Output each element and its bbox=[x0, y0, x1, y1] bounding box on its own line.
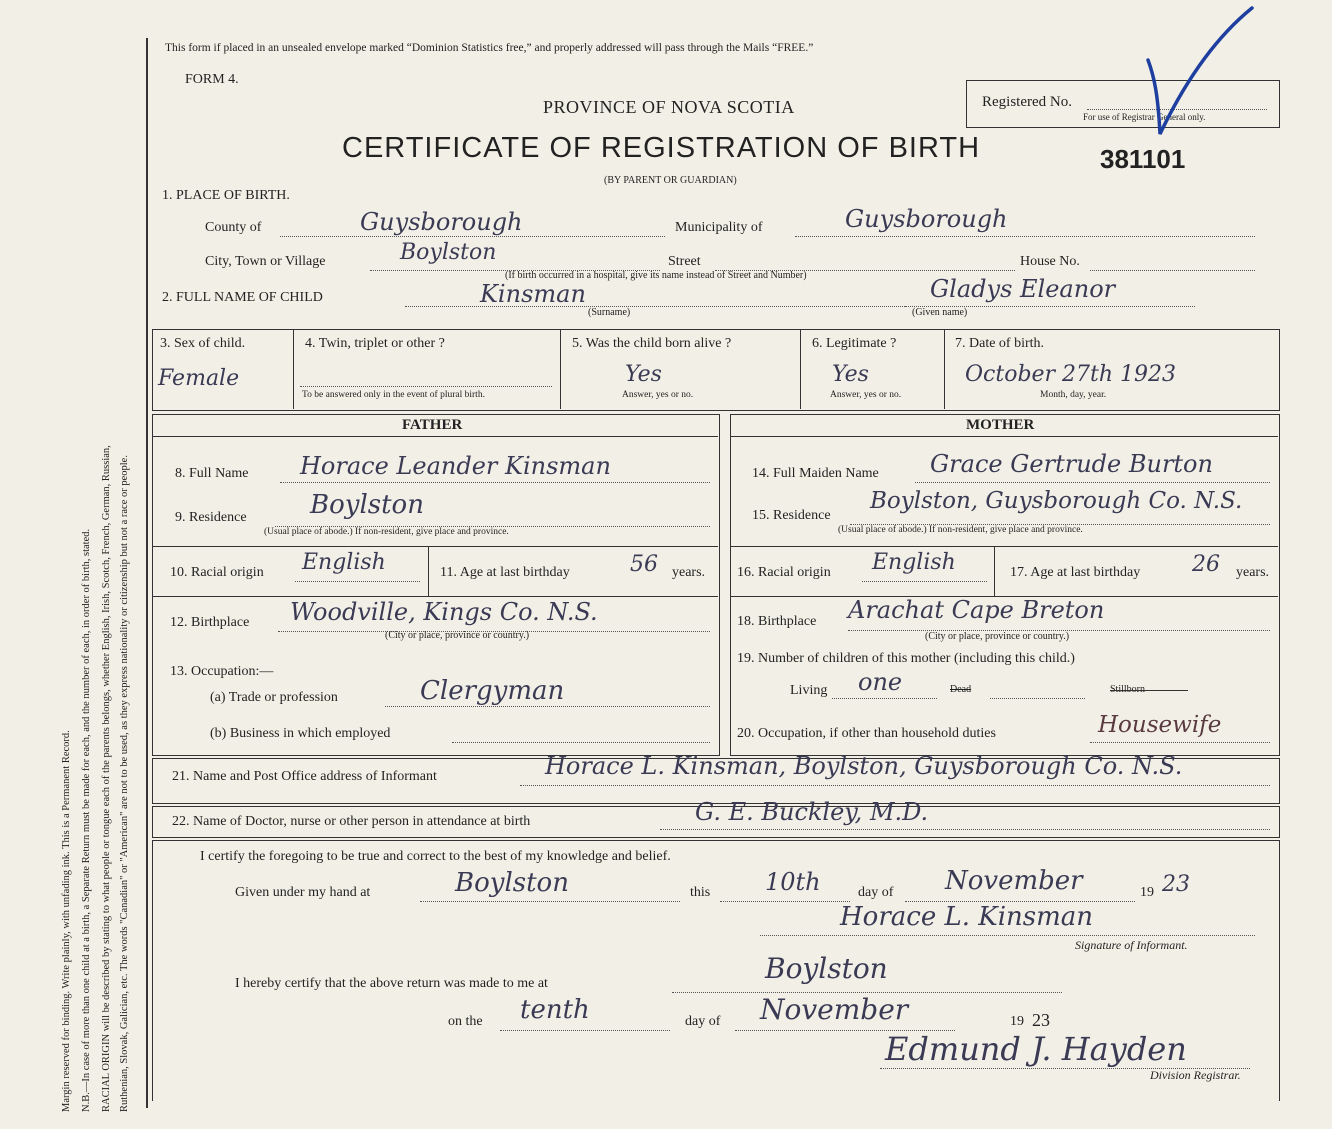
living-value: one bbox=[858, 668, 903, 696]
mother-age-unit: years. bbox=[1236, 565, 1270, 580]
mother-racial-origin-value: English bbox=[872, 550, 956, 575]
legitimate-value: Yes bbox=[832, 362, 869, 387]
father-racial-origin-value: English bbox=[302, 550, 386, 575]
mother-racial-origin-label: 16. Racial origin bbox=[737, 565, 831, 580]
born-alive-label: 5. Was the child born alive ? bbox=[572, 336, 732, 351]
child-given-name: Gladys Eleanor bbox=[930, 275, 1116, 303]
margin-border bbox=[146, 38, 148, 1108]
date-of-birth-caption: Month, day, year. bbox=[1040, 390, 1107, 400]
given-year-value: 23 bbox=[1162, 872, 1190, 897]
certificate-title: CERTIFICATE OF REGISTRATION OF BIRTH bbox=[342, 132, 981, 164]
children-count-label: 19. Number of children of this mother (including this child.) bbox=[737, 651, 1075, 666]
child-name-label: 2. FULL NAME OF CHILD bbox=[162, 290, 323, 305]
municipality-label: Municipality of bbox=[675, 220, 763, 235]
mother-heading: MOTHER bbox=[966, 417, 1035, 433]
twin-label: 4. Twin, triplet or other ? bbox=[305, 336, 445, 351]
trade-value: Clergyman bbox=[420, 676, 565, 706]
city-value: Boylston bbox=[400, 240, 497, 265]
registrar-day-value: tenth bbox=[520, 995, 590, 1025]
date-of-birth-value: October 27th 1923 bbox=[965, 362, 1177, 387]
registrar-signature: Edmund J. Hayden bbox=[885, 1030, 1187, 1068]
registrar-year-value: 23 bbox=[1032, 1010, 1050, 1030]
hospital-note: (If birth occurred in a hospital, give its name instead of Street and Number) bbox=[505, 270, 807, 281]
given-month-value: November bbox=[945, 866, 1083, 896]
doctor-label: 22. Name of Doctor, nurse or other person in attendance at birth bbox=[172, 814, 531, 829]
father-age-value: 56 bbox=[630, 552, 658, 577]
father-residence-label: 9. Residence bbox=[175, 510, 247, 525]
sex-value: Female bbox=[158, 366, 240, 391]
this-label: this bbox=[690, 885, 711, 900]
father-birthplace-label: 12. Birthplace bbox=[170, 615, 250, 630]
margin-note-racial-origin-2: Ruthenian, Slovak, Galician, etc. The words "Canadian" or "American" are not to be used, as they express nationality or citizenship but not a race or people. bbox=[119, 455, 130, 1112]
certificate-subtitle: (BY PARENT OR GUARDIAN) bbox=[604, 175, 737, 186]
mother-birthplace-caption: (City or place, province or country.) bbox=[925, 631, 1070, 642]
mother-birthplace-value: Arachat Cape Breton bbox=[848, 596, 1105, 624]
mother-occupation-value: Housewife bbox=[1098, 712, 1222, 738]
margin-note-multiple-births: N.B.—In case of more than one child at a birth, a Separate Return must be made for each, and the number of each, in order of birth, stated. bbox=[81, 528, 92, 1112]
registrar-month-value: November bbox=[760, 993, 909, 1026]
father-name-label: 8. Full Name bbox=[175, 466, 249, 481]
sex-label: 3. Sex of child. bbox=[160, 336, 246, 351]
legitimate-caption: Answer, yes or no. bbox=[830, 390, 902, 400]
mother-residence-label: 15. Residence bbox=[752, 508, 831, 523]
dead-label: Dead bbox=[950, 684, 972, 695]
business-label: (b) Business in which employed bbox=[210, 726, 391, 741]
father-name-value: Horace Leander Kinsman bbox=[300, 452, 611, 480]
given-under-label: Given under my hand at bbox=[235, 885, 371, 900]
margin-note-binding: Margin reserved for binding. Write plainly, with unfading ink. This is a Permanent Record. bbox=[61, 730, 72, 1112]
father-residence-value: Boylston bbox=[310, 490, 424, 520]
postal-note: This form if placed in an unsealed envelope marked “Dominion Statistics free,” and properly addressed will pass through the Mails “FREE.” bbox=[165, 42, 814, 54]
mother-age-label: 17. Age at last birthday bbox=[1010, 565, 1141, 580]
margin-note-racial-origin: RACIAL ORIGIN will be described by stating to what people or tongue each of the parents belongs, whether English, Irish, Scotch, French, German, Russian, bbox=[101, 445, 112, 1112]
twin-note: To be answered only in the event of plural birth. bbox=[302, 390, 485, 400]
province-heading: PROVINCE OF NOVA SCOTIA bbox=[543, 97, 795, 117]
given-place-value: Boylston bbox=[455, 868, 569, 898]
place-of-birth-heading: 1. PLACE OF BIRTH. bbox=[162, 188, 290, 203]
date-of-birth-label: 7. Date of birth. bbox=[955, 336, 1045, 351]
father-racial-origin-label: 10. Racial origin bbox=[170, 565, 264, 580]
born-alive-value: Yes bbox=[625, 362, 662, 387]
city-label: City, Town or Village bbox=[205, 254, 326, 269]
surname-caption: (Surname) bbox=[588, 307, 631, 318]
certificate-number: 381101 bbox=[1100, 144, 1186, 174]
father-age-unit: years. bbox=[672, 565, 706, 580]
day-of-label: day of bbox=[858, 885, 894, 900]
mother-age-value: 26 bbox=[1192, 552, 1220, 577]
mother-name-label: 14. Full Maiden Name bbox=[752, 466, 879, 481]
informant-signature-caption: Signature of Informant. bbox=[1075, 938, 1188, 952]
municipality-value: Guysborough bbox=[845, 205, 1008, 233]
registrar-general-note: For use of Registrar General only. bbox=[1083, 112, 1206, 122]
county-value: Guysborough bbox=[360, 208, 523, 236]
father-birthplace-value: Woodville, Kings Co. N.S. bbox=[290, 598, 598, 626]
informant-value: Horace L. Kinsman, Boylston, Guysborough Co. N.S. bbox=[545, 752, 1183, 780]
given-day-value: 10th bbox=[765, 868, 821, 896]
form-number: FORM 4. bbox=[185, 72, 239, 87]
registrar-signature-caption: Division Registrar. bbox=[1150, 1068, 1241, 1082]
mother-birthplace-label: 18. Birthplace bbox=[737, 614, 817, 629]
mother-name-value: Grace Gertrude Burton bbox=[930, 450, 1213, 478]
check-mark-icon bbox=[1140, 2, 1260, 142]
occupation-label: 13. Occupation:— bbox=[170, 664, 274, 679]
mother-occupation-label: 20. Occupation, if other than household duties bbox=[737, 726, 996, 741]
on-the-label: on the bbox=[448, 1014, 483, 1029]
house-number-label: House No. bbox=[1020, 254, 1080, 269]
county-label: County of bbox=[205, 220, 262, 235]
given-name-caption: (Given name) bbox=[912, 307, 968, 318]
given-year-prefix: 19 bbox=[1140, 885, 1154, 900]
informant-signature: Horace L. Kinsman bbox=[840, 902, 1093, 932]
doctor-value: G. E. Buckley, M.D. bbox=[695, 798, 929, 826]
legitimate-label: 6. Legitimate ? bbox=[812, 336, 897, 351]
child-surname: Kinsman bbox=[480, 280, 586, 308]
born-alive-caption: Answer, yes or no. bbox=[622, 390, 694, 400]
mother-residence-value: Boylston, Guysborough Co. N.S. bbox=[870, 488, 1243, 514]
father-heading: FATHER bbox=[402, 417, 463, 433]
certification-statement: I certify the foregoing to be true and correct to the best of my knowledge and belief. bbox=[200, 849, 671, 864]
registrar-statement: I hereby certify that the above return was made to me at bbox=[235, 976, 548, 991]
father-age-label: 11. Age at last birthday bbox=[440, 565, 570, 580]
father-residence-caption: (Usual place of abode.) If non-resident, give place and province. bbox=[264, 527, 509, 537]
registrar-place-value: Boylston bbox=[765, 952, 888, 985]
trade-label: (a) Trade or profession bbox=[210, 690, 338, 705]
father-birthplace-caption: (City or place, province or country.) bbox=[385, 630, 530, 641]
living-label: Living bbox=[790, 683, 828, 698]
street-label: Street bbox=[668, 254, 701, 269]
registered-number-label: Registered No. bbox=[982, 94, 1072, 110]
informant-label: 21. Name and Post Office address of Informant bbox=[172, 769, 437, 784]
registrar-day-of-label: day of bbox=[685, 1014, 721, 1029]
registrar-year-prefix: 19 bbox=[1010, 1014, 1024, 1029]
mother-residence-caption: (Usual place of abode.) If non-resident, give place and province. bbox=[838, 525, 1083, 535]
